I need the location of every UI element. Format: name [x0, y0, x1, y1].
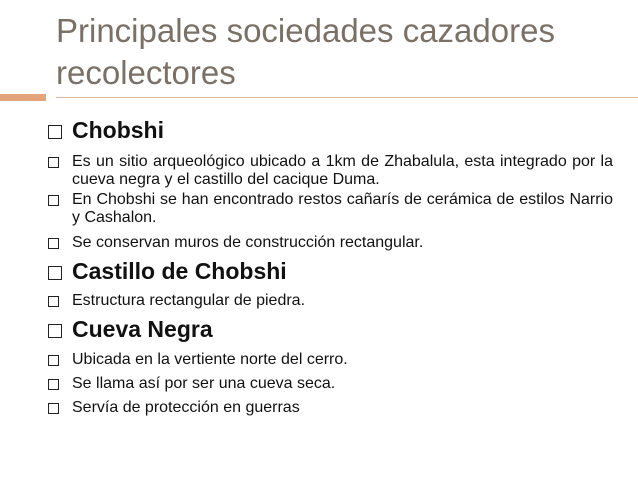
checkbox-bullet-icon: [48, 296, 59, 307]
bullet-text: En Chobshi se han encontrado restos cañarís de cerámica de estilos Narrio y Cashalon.: [72, 191, 613, 226]
checkbox-bullet-icon: [48, 238, 59, 249]
slide-title: Principales sociedades cazadores recolectores: [56, 12, 555, 91]
checkbox-bullet-icon: [48, 324, 62, 338]
bullet-heading: Cueva Negra: [72, 316, 213, 342]
bullet-text: Es un sitio arqueológico ubicado a 1km de Zhabalula, esta integrado por la cueva negra y el castillo del cacique Duma.: [72, 153, 613, 188]
checkbox-bullet-icon: [48, 157, 59, 168]
bullet-text: Ubicada en la vertiente norte del cerro.: [72, 351, 348, 368]
bullet-text: Estructura rectangular de piedra.: [72, 292, 306, 309]
checkbox-bullet-icon: [48, 403, 59, 414]
bullet-text: Se llama así por ser una cueva seca.: [72, 375, 336, 392]
bullet-heading: Chobshi: [72, 117, 164, 143]
bullet-text: Se conservan muros de construcción rectangular.: [72, 234, 424, 251]
bullet-heading: Castillo de Chobshi: [72, 258, 287, 284]
title-divider-line: [56, 97, 638, 98]
bullet-text: Servía de protección en guerras: [72, 399, 300, 416]
checkbox-bullet-icon: [48, 195, 59, 206]
checkbox-bullet-icon: [48, 125, 62, 139]
checkbox-bullet-icon: [48, 355, 59, 366]
checkbox-bullet-icon: [48, 379, 59, 390]
title-accent-bar: [0, 94, 46, 101]
checkbox-bullet-icon: [48, 266, 62, 280]
